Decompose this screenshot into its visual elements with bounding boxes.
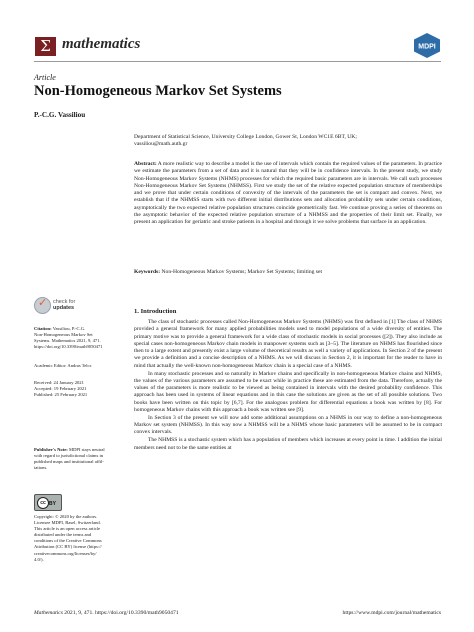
footer-doi[interactable]: 2021, 9, 471. https://doi.org/10.3390/math9050471 xyxy=(62,610,179,616)
abstract-line: processes Non-Homogeneous Markov Set Systems (NHMSS). First we study the set of the relative xyxy=(134,175,442,189)
abstract-line: present an application for geriatric and stroke patients in a hospital and through it we solve problems xyxy=(134,219,360,226)
cc-by-label: BY xyxy=(49,501,56,507)
citation-line: Systems. Mathematics 2021, 9, 471. xyxy=(34,338,101,344)
abstract xyxy=(134,161,442,227)
abstract-label: Abstract: xyxy=(134,161,157,167)
abstract-line: that if the NHMSS starts with two different initial distributions sets and allocation probability sets xyxy=(153,197,384,204)
body-paragraph xyxy=(134,319,442,370)
affiliation xyxy=(134,134,444,149)
copyright-line: conditions of the Creative Commons xyxy=(34,538,102,544)
section-heading-introduction: 1. Introduction xyxy=(134,308,177,315)
body-line: large extent and presently exist a large volume of theoretical results as well a variety of xyxy=(154,348,353,355)
body-line: In many stochastic processes and so naturally in Markov chains and specifically in xyxy=(148,370,337,377)
author-name: P.-C.G. Vassiliou xyxy=(34,111,86,119)
body-paragraph xyxy=(134,437,442,452)
abstract-line: under certain conditions, asymptotically the two expected relative population structures coincide xyxy=(134,197,442,211)
citation-line: Non-Homogeneous Markov Set xyxy=(34,332,93,338)
body-paragraph xyxy=(134,415,442,437)
mdpi-logo-icon xyxy=(413,33,441,58)
copyright-line: distributed under the terms and xyxy=(34,532,92,538)
body-line: motive was to provide a general framework for a wide class of stochastic models in social xyxy=(153,333,360,340)
copyright-line: This article is an open access article xyxy=(34,526,101,532)
published-date: Published: 25 February 2021 xyxy=(34,392,88,398)
citation-label: Citation: xyxy=(34,326,52,331)
keywords xyxy=(134,269,442,276)
publisher-name: MDPI xyxy=(418,43,436,51)
article-type: Article xyxy=(34,73,56,82)
publisher-note-line: published maps and institutional affil- xyxy=(34,459,104,465)
body-line: probabilities models used to model populations of a wide diversity of entities. The primary xyxy=(134,326,442,340)
journal-name: mathematics xyxy=(62,36,141,52)
keywords-label: Keywords: xyxy=(134,269,161,275)
footer-citation xyxy=(34,610,179,617)
keywords-text: Non-Homogeneous Markov Systems; Markov Set Systems; limiting set xyxy=(161,269,323,275)
body-line: at every point in time. I addition the initial members need not to be the same entities at xyxy=(134,437,442,451)
body-line: non-homogeneous Markov chains and NHMS, the values of the various parameters are xyxy=(134,370,442,384)
abstract-line: expected relative population structure of a NHMSS and the properties of their limit set. Finally, we xyxy=(205,212,442,219)
publisher-note-line: iations. xyxy=(34,465,48,471)
body-paragraph xyxy=(134,371,442,415)
publisher-note xyxy=(34,447,118,471)
body-line: convex intervals. xyxy=(134,429,173,436)
abstract-text xyxy=(134,161,442,225)
received-date: Received: 24 January 2021 xyxy=(34,380,84,385)
body-line: a book was written see [9]. xyxy=(244,407,305,414)
abstract-line: that surface in an application. xyxy=(359,219,427,226)
body-line: The NHMSS is a stochastic system which has a population of members which increases xyxy=(148,437,347,444)
check-for-updates-badge[interactable] xyxy=(34,296,94,316)
check-for-label: check for xyxy=(53,299,76,305)
copyright-line: creativecommons.org/licenses/by/ xyxy=(34,550,97,556)
dates-block xyxy=(34,380,118,398)
body-line: of a NHMS. As we will discuss in Section 2, it is important for the reader to have in mind xyxy=(134,355,443,369)
update-check-icon: ✓ xyxy=(34,297,51,314)
body-line: a NHMSS will be a NHMS whose basic parameters will be assumed to be in compact xyxy=(244,422,442,429)
abstract-line: convexity of the intervals of the parameters the set is compact and convex. Next, we establish xyxy=(134,190,442,204)
body-line: that actually the well-known non-homogeneous Markov chain is a special case of a NHMS. xyxy=(146,362,352,369)
body-line: equations and in this case the solutions are given as the set of all possible solutions. Two xyxy=(236,392,442,399)
academic-editor: Academic Editor: Andras Telcs xyxy=(34,363,92,368)
abstract-line: expected population structure of memberships and we prove that under certain conditions of xyxy=(134,182,442,197)
publisher-note-line: MDPI stays neutral xyxy=(68,447,105,452)
citation-doi-link[interactable]: https://doi.org/10.3390/math9050471 xyxy=(34,344,103,350)
introduction-body xyxy=(134,319,442,452)
body-line: with the desired probability confidence. This approach has been used in systems of linear xyxy=(134,385,443,399)
copyright-line: Attribution (CC BY) license (https:// xyxy=(34,544,102,550)
journal-logo: Σ xyxy=(35,37,56,56)
body-line: the values of the parameters is more realistic to be viewed as being contained in intervals xyxy=(134,377,442,392)
footer-journal: Mathematics xyxy=(34,610,63,616)
article-title: Non-Homogeneous Markov Set Systems xyxy=(34,83,282,99)
abstract-line: Systems (NHMS) processes for which the required basic parameters are in intervals. We call such xyxy=(197,175,420,182)
copyright-line: 4.0/). xyxy=(34,556,44,562)
affiliation-text: Department of Statistical Science, University College London, Gower St, London WC1E 6BT, UK; xyxy=(134,134,357,140)
body-line: books have been written on this topic by [6,7]. For the analogous problem for differential xyxy=(134,399,347,406)
copyright-line: Copyright: © 2020 by the authors. xyxy=(34,514,98,519)
publisher-note-label: Publisher's Note: xyxy=(34,447,68,452)
body-line: equations a book was written by [8]. For homogeneous Markov chains with this approach xyxy=(134,399,442,414)
body-line: processes ([2]). They also include as special cases non-homogeneous Markov chain models xyxy=(134,333,443,347)
abstract-line: A more realistic way to describe a model is the use of intervals which contain the required xyxy=(157,161,360,167)
publisher-note-line: with regard to jurisdictional claims in xyxy=(34,453,104,459)
creative-commons-icon: cc xyxy=(37,497,49,509)
abstract-line: values of the parameters. In practice we estimate the parameters from a set of data and it is natural xyxy=(134,161,443,175)
body-line: assumed to be exact while in practice these are estimated from the data. Therefore, actually xyxy=(226,377,436,384)
body-line: The class of stochastic processes called Non-Homogeneous Markov Systems (NHMS) xyxy=(148,319,345,325)
abstract-line: geometrically fast. We continue proving a series of theorems on the asymptotic behavior of the xyxy=(134,204,442,219)
cc-by-license-badge[interactable] xyxy=(34,494,62,511)
updates-label: updates xyxy=(53,305,75,311)
body-line: applications. In Section 2 of the present we provide a definition and a concise description xyxy=(134,348,443,362)
copyright-block xyxy=(34,514,118,563)
citation-block xyxy=(34,326,118,350)
body-line: In Section 3 of the present we will now add some additional assumptions on a NHMS xyxy=(148,414,348,421)
footer-journal-url[interactable]: https://www.mdpi.com/journal/mathematics xyxy=(342,610,441,616)
accepted-date: Accepted: 19 February 2021 xyxy=(34,386,87,392)
author-email[interactable]: vassiliou@math.auth.gr xyxy=(134,141,188,148)
body-line: in manpower systems such as [3–5]. The literature on NHMS has flourished since then to a xyxy=(134,340,442,355)
abstract-line: that they will be in confidence intervals. In the present study, we study Non-Homogeneous Markov xyxy=(134,168,442,182)
citation-line: Vassiliou, P.-C.G. xyxy=(52,326,86,331)
copyright-line: Licensee MDPI, Basel, Switzerland. xyxy=(34,520,101,526)
header-rule xyxy=(34,61,441,62)
body-line: in our way to define a non-homogeneous Markov set system (NHMSS). In this way now xyxy=(134,414,442,429)
body-line: was first defined in [1] The class of NHMS provided a general framework for many applied xyxy=(134,319,442,333)
